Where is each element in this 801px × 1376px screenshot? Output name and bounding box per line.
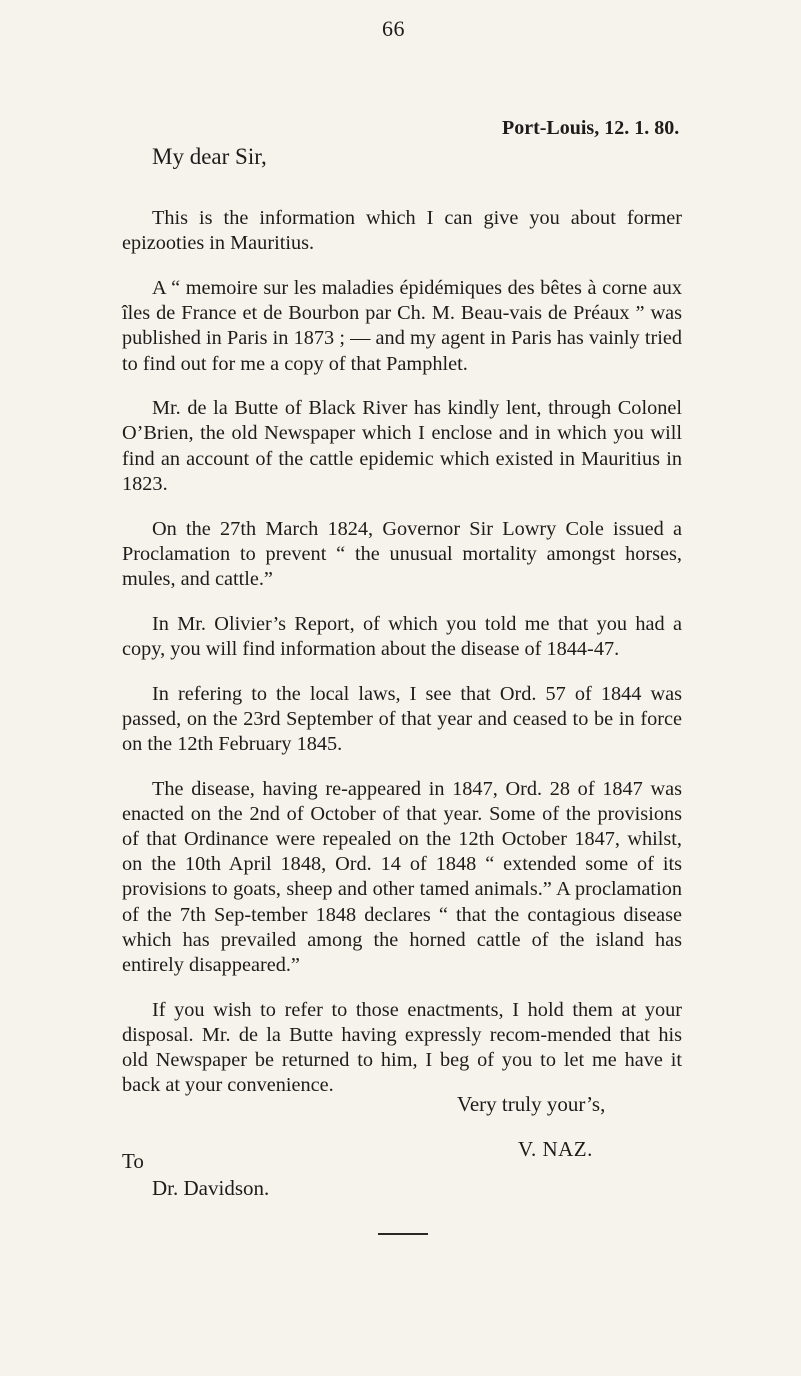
paragraph-disease-1847: The disease, having re-appeared in 1847, Ord. 28 of 1847 was enacted on the 2nd of October of that year. Some of the provisions of that Ordinance were repealed on the 12th October 1847, whilst, on the 10th April 1848, Ord. 14 of 1848 “ extended some of its provisions to goats, sheep and other tamed animals.” A proclamation of the 7th Sep-tember 1848 declares “ that the contagious disease which has prevailed among the horned cattle of the island has entirely disappeared.” — [122, 777, 682, 977]
signature: V. NAZ. — [518, 1137, 593, 1161]
recipient: Dr. Davidson. — [152, 1176, 270, 1200]
page-number: 66 — [382, 16, 405, 41]
letter-body — [122, 206, 682, 1118]
paragraph-memoire: A “ memoire sur les maladies épidémiques des bêtes à corne aux îles de France et de Bourbon par Ch. M. Beau-vais de Préaux ” was published in Paris in 1873 ; — and my agent in Paris has vainly tried to find out for me a copy of that Pamphlet. — [122, 276, 682, 375]
paragraph-info: This is the information which I can give you about former epizooties in Mauritius. — [122, 207, 682, 255]
end-rule-divider — [378, 1233, 428, 1235]
paragraph-ordinance-57: In refering to the local laws, I see that Ord. 57 of 1844 was passed, on the 23rd September of that year and ceased to be in force on the 12th February 1845. — [122, 682, 682, 755]
paragraph-olivier-report: In Mr. Olivier’s Report, of which you told me that you had a copy, you will find information about the disease of 1844-47. — [122, 612, 682, 660]
paragraph-newspaper: Mr. de la Butte of Black River has kindly lent, through Colonel O’Brien, the old Newspaper which I enclose and in which you will find an account of the cattle epidemic which existed in Mauritius in 1823. — [122, 397, 682, 495]
closing: Very truly your’s, — [457, 1092, 606, 1116]
salutation: My dear Sir, — [152, 144, 267, 169]
paragraph-enactments: If you wish to refer to those enactments, I hold them at your disposal. Mr. de la Butte having expressly recom-mended that his old Newspaper be returned to him, I beg of you to let me have it back at your convenience. — [122, 998, 682, 1097]
paragraph-proclamation: On the 27th March 1824, Governor Sir Lowry Cole issued a Proclamation to prevent “ the unusual mortality amongst horses, mules, and cattle.” — [122, 517, 682, 590]
to-label: To — [122, 1149, 144, 1173]
place-date: Port-Louis, 12. 1. 80. — [502, 117, 680, 139]
